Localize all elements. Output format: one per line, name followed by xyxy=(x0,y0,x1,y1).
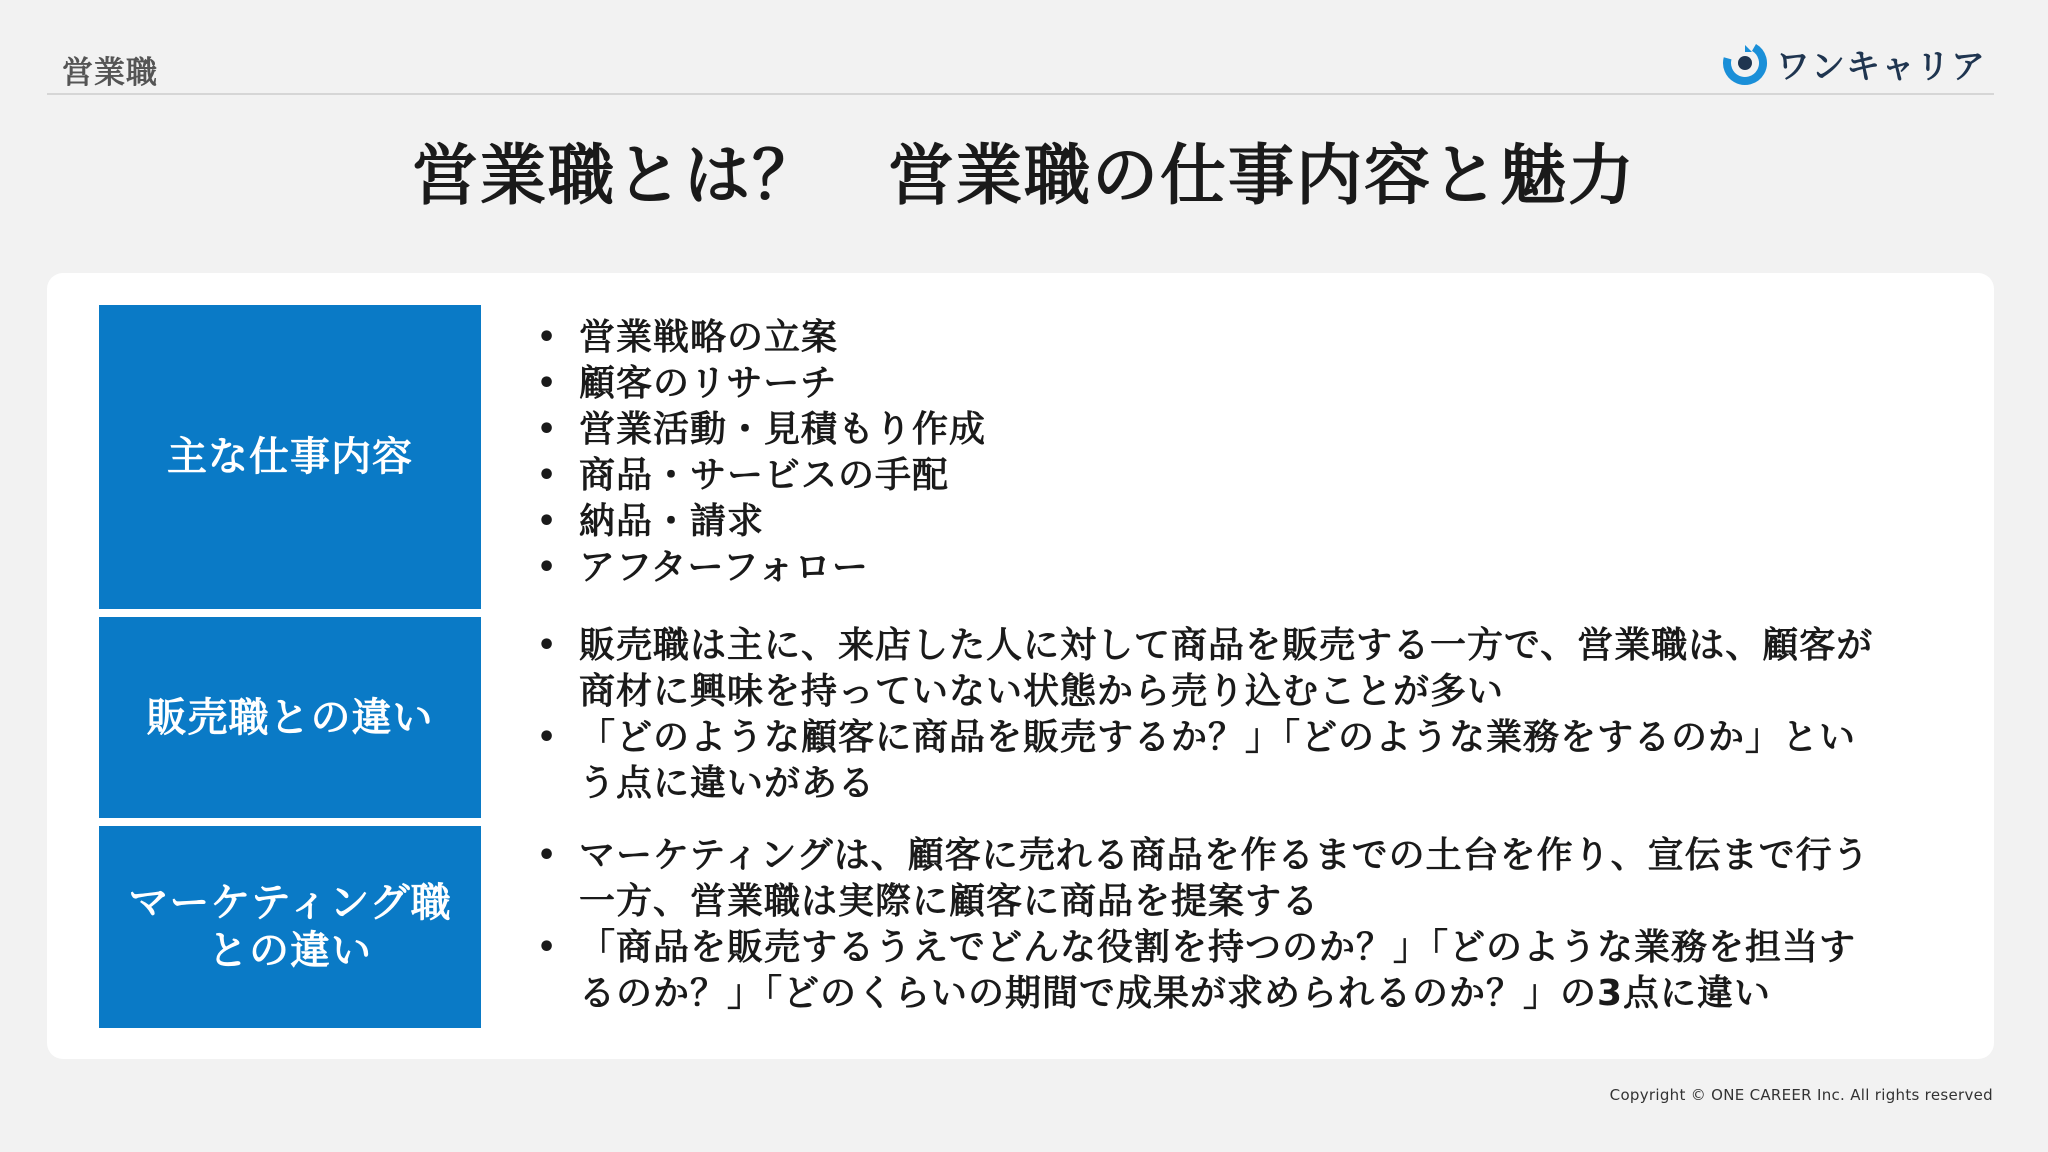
list-item: • 販売職は主に、来店した人に対して商品を販売する一方で、営業職は、顧客が 商材に興味を持っていない状態から売り込むことが多い xyxy=(537,625,1874,712)
logo-text: ワンキャリア xyxy=(1776,46,1986,87)
logo-icon xyxy=(1722,40,1768,86)
label-main-work xyxy=(99,305,481,609)
page-title: 営業職とは？ 営業職の仕事内容と魅力 xyxy=(412,137,1636,214)
bullet-list-marketing-difference xyxy=(525,833,1975,1017)
list-item: • 顧客のリサーチ xyxy=(537,363,838,404)
bullet-list-sales-difference xyxy=(525,623,1975,807)
label-marketing-difference xyxy=(99,826,481,1028)
list-item: • 営業戦略の立案 xyxy=(537,317,839,358)
list-item: • アフターフォロー xyxy=(537,547,869,588)
label-sales-difference xyxy=(99,617,481,818)
label-line: 販売職との違い xyxy=(146,694,434,741)
list-item: • 納品・請求 xyxy=(537,501,765,542)
list-item: • 「どのような顧客に商品を販売するか？」「どのような業務をするのか」とい う点に違いがある xyxy=(537,717,1857,804)
label-line: マーケティング職 xyxy=(128,880,452,926)
header-bar xyxy=(47,35,1994,95)
list-item: • 営業活動・見積もり作成 xyxy=(537,409,987,450)
copyright-notice: Copyright © ONE CAREER Inc. All rights reserved xyxy=(1609,1086,1993,1104)
bullet-list-main-work xyxy=(525,315,1975,591)
content-card xyxy=(47,273,1994,1059)
list-item: • 商品・サービスの手配 xyxy=(537,455,950,496)
label-line: 主な仕事内容 xyxy=(167,434,413,480)
list-item: • マーケティングは、顧客に売れる商品を作るまでの土台を作り、宣伝まで行う 一方、営業職は実際に顧客に商品を提案する xyxy=(537,835,1870,922)
company-logo xyxy=(1722,38,1986,88)
section-label: 営業職 xyxy=(62,55,158,91)
label-line: との違い xyxy=(207,928,372,974)
list-item: • 「商品を販売するうえでどんな役割を持つのか？」「どのような業務を担当す るのか？」「どのくらいの期間で成果が求められるのか？」の3点に違い xyxy=(537,927,1857,1014)
